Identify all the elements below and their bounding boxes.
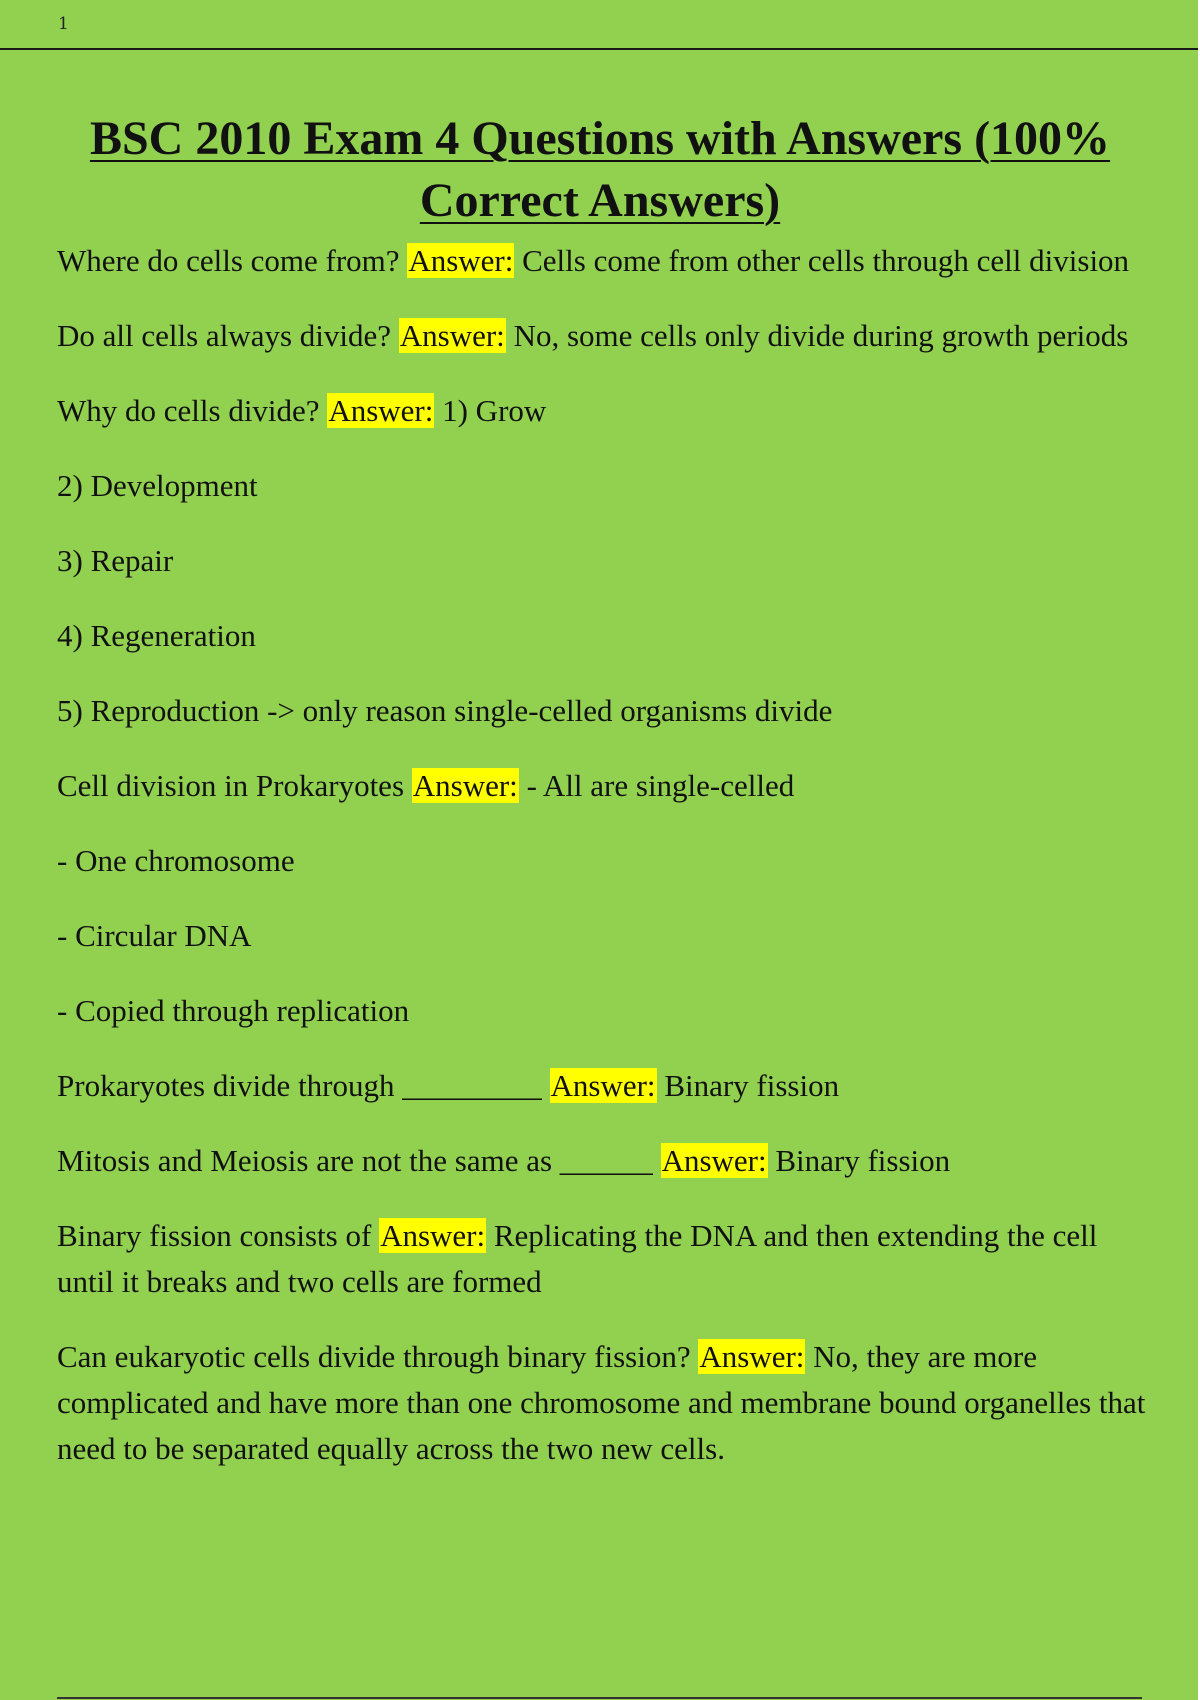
question-text: Cell division in Prokaryotes bbox=[57, 768, 405, 803]
question-text: Mitosis and Meiosis are not the same as ______ bbox=[57, 1143, 653, 1178]
qa-item bbox=[57, 1063, 1152, 1109]
answer-label: Answer: bbox=[399, 318, 505, 353]
answer-text: Binary fission bbox=[775, 1143, 951, 1178]
list-line: 3) Repair bbox=[57, 543, 174, 578]
answer-label: Answer: bbox=[412, 768, 518, 803]
question-text: Do all cells always divide? bbox=[57, 318, 392, 353]
answer-text: No, some cells only divide during growth periods bbox=[513, 318, 1129, 353]
question-text: Prokaryotes divide through _________ bbox=[57, 1068, 542, 1103]
question-text: Where do cells come from? bbox=[57, 243, 400, 278]
document-title: BSC 2010 Exam 4 Questions with Answers (100% Correct Answers) bbox=[89, 112, 1111, 227]
qa-item bbox=[57, 763, 1152, 809]
list-line: 4) Regeneration bbox=[57, 618, 256, 653]
header-divider bbox=[0, 48, 1198, 50]
answer-label: Answer: bbox=[550, 1068, 656, 1103]
page-number: 1 bbox=[58, 14, 69, 34]
answer-text: Replicating the DNA and then extending the cell until it breaks and two cells are formed bbox=[57, 1218, 1098, 1299]
question-text: Why do cells divide? bbox=[57, 393, 320, 428]
qa-item bbox=[57, 388, 1152, 434]
answer-text: - All are single-celled bbox=[526, 768, 795, 803]
list-line: 2) Development bbox=[57, 468, 258, 503]
question-text: Can eukaryotic cells divide through binary fission? bbox=[57, 1339, 691, 1374]
qa-item bbox=[57, 1334, 1152, 1472]
answer-text: 1) Grow bbox=[442, 393, 547, 428]
answer-label: Answer: bbox=[328, 393, 434, 428]
answer-text: No, they are more complicated and have more than one chromosome and membrane bound organelles that need to be separated equally across the two new cells. bbox=[57, 1339, 1146, 1466]
qa-item bbox=[57, 1138, 1152, 1184]
answer-label: Answer: bbox=[408, 243, 514, 278]
list-line: - One chromosome bbox=[57, 843, 295, 878]
answer-label: Answer: bbox=[699, 1339, 805, 1374]
qa-item bbox=[57, 1213, 1152, 1305]
qa-item bbox=[57, 313, 1152, 359]
list-line: - Copied through replication bbox=[57, 993, 410, 1028]
answer-label: Answer: bbox=[661, 1143, 767, 1178]
list-line: 5) Reproduction -> only reason single-celled organisms divide bbox=[57, 693, 833, 728]
question-text: Binary fission consists of bbox=[57, 1218, 372, 1253]
footer-divider bbox=[57, 1697, 1142, 1699]
answer-text: Binary fission bbox=[664, 1068, 840, 1103]
answer-label: Answer: bbox=[380, 1218, 486, 1253]
answer-text: Cells come from other cells through cell division bbox=[522, 243, 1130, 278]
list-line: - Circular DNA bbox=[57, 918, 252, 953]
qa-content bbox=[57, 238, 1152, 1501]
qa-item bbox=[57, 238, 1152, 284]
